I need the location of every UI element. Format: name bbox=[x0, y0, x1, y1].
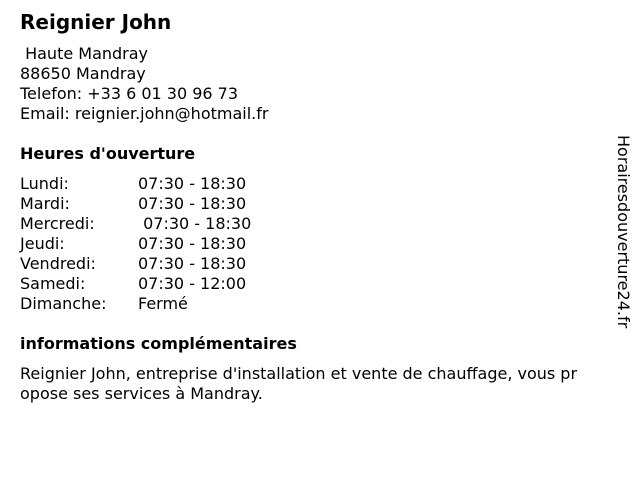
site-brand-vertical[interactable]: Horairesdouverture24.fr bbox=[614, 135, 633, 329]
time-range: 07:30 - 18:30 bbox=[138, 174, 247, 193]
day-label: Mercredi: bbox=[20, 214, 95, 233]
time-range: 07:30 - 18:30 bbox=[138, 254, 247, 273]
day-label: Dimanche: bbox=[20, 294, 107, 313]
time-range: 07:30 - 18:30 bbox=[138, 214, 252, 233]
contact-block bbox=[20, 44, 268, 124]
hours-row-friday bbox=[20, 254, 251, 274]
business-name: Reignier John bbox=[20, 10, 172, 34]
time-range: 07:30 - 12:00 bbox=[138, 274, 247, 293]
address-street: Haute Mandray bbox=[20, 44, 149, 63]
business-description: Reignier John, entreprise d'installation et vente de chauffage, vous propose ses services à Mandray. bbox=[20, 364, 578, 403]
time-range: Fermé bbox=[138, 294, 188, 313]
hours-row-sunday bbox=[20, 294, 251, 314]
day-label: Mardi: bbox=[20, 194, 70, 213]
time-range: 07:30 - 18:30 bbox=[138, 234, 247, 253]
hours-row-saturday bbox=[20, 274, 251, 294]
day-label: Vendredi: bbox=[20, 254, 96, 273]
day-label: Jeudi: bbox=[20, 234, 65, 253]
hours-row-wednesday bbox=[20, 214, 251, 234]
hours-row-tuesday bbox=[20, 194, 251, 214]
address-city: 88650 Mandray bbox=[20, 64, 146, 83]
opening-hours-table bbox=[20, 174, 251, 314]
phone-line[interactable]: Telefon: +33 6 01 30 96 73 bbox=[20, 84, 239, 103]
day-label: Lundi: bbox=[20, 174, 69, 193]
additional-info-heading: informations complémentaires bbox=[20, 334, 297, 353]
hours-row-thursday bbox=[20, 234, 251, 254]
opening-hours-heading: Heures d'ouverture bbox=[20, 144, 196, 163]
time-range: 07:30 - 18:30 bbox=[138, 194, 247, 213]
day-label: Samedi: bbox=[20, 274, 86, 293]
hours-row-monday bbox=[20, 174, 251, 194]
email-line[interactable]: Email: reignier.john@hotmail.fr bbox=[20, 104, 269, 123]
